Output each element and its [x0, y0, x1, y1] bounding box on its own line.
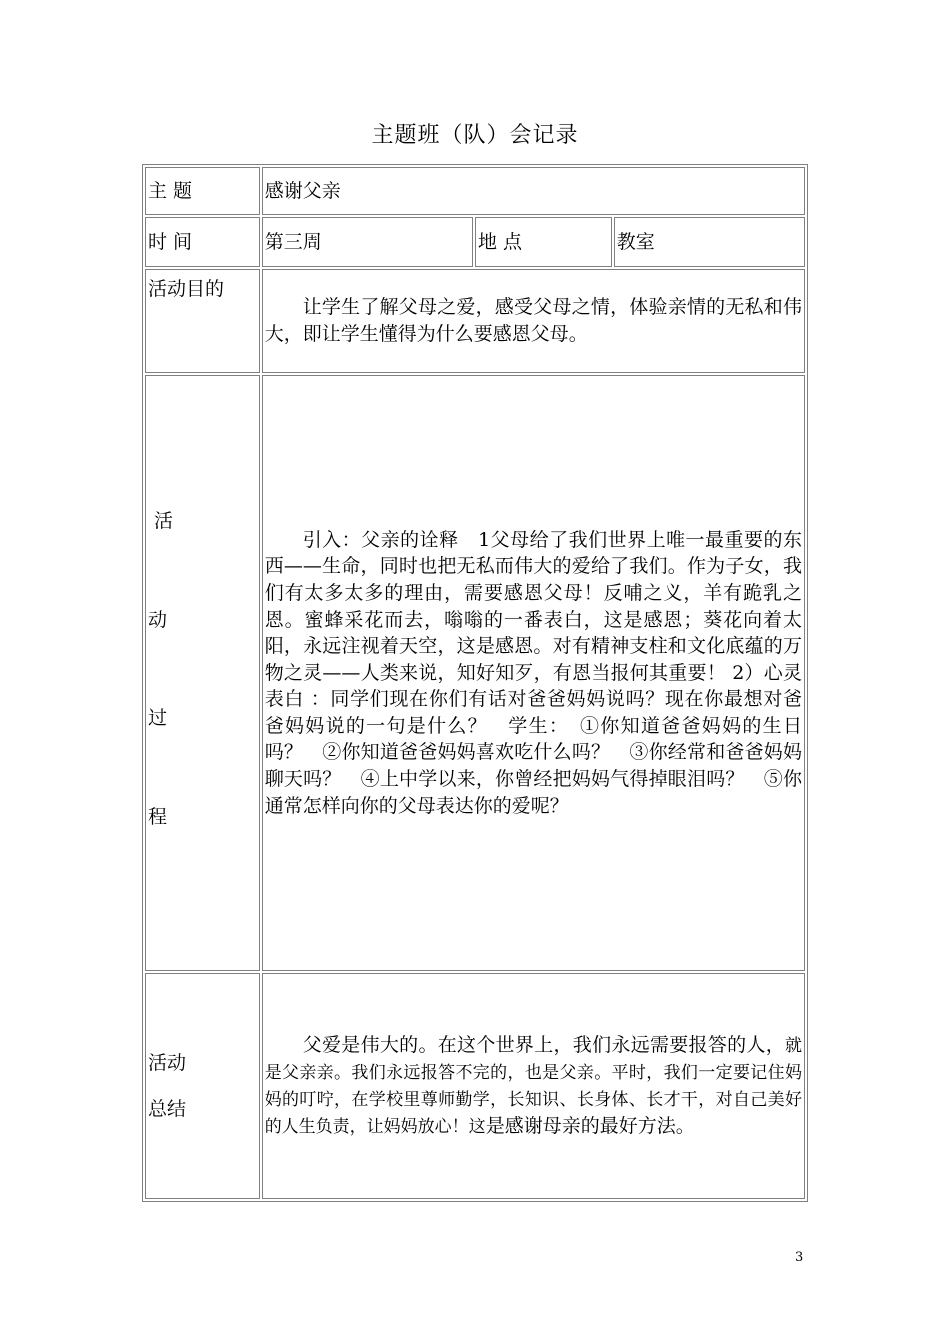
- theme-value: 感谢父亲: [262, 167, 805, 215]
- summary-row: [145, 973, 805, 1199]
- process-label-char: 活: [154, 510, 174, 532]
- goal-label: 活动目的: [145, 269, 260, 373]
- process-label-char: 过: [148, 707, 168, 730]
- summary-text-part: 就是父亲亲。我们永远报答不完的，也是父亲。平时，我们一定要记住妈妈的叮咛，在学校里尊师勤学，长知识、长身体、长才干，对自己美好的人生负责，让妈妈放心！这: [264, 1036, 802, 1137]
- place-value: 教室: [614, 217, 805, 267]
- process-row: [145, 375, 805, 971]
- page-number: 3: [795, 1250, 804, 1265]
- process-label: [145, 375, 260, 971]
- process-label-char: 动: [148, 608, 168, 631]
- time-label: 时 间: [145, 217, 260, 267]
- summary-text-part: 是感谢母亲的最好方法。: [485, 1114, 695, 1137]
- theme-label: 主 题: [145, 167, 260, 215]
- goal-text: 让学生了解父母之爱，感受父母之情，体验亲情的无私和伟大，即让学生懂得为什么要感恩父母。: [262, 269, 805, 373]
- time-value: 第三周: [262, 217, 473, 267]
- process-label-char: 程: [148, 805, 168, 828]
- summary-label-line: 活动: [148, 1052, 187, 1074]
- summary-text-part: 父爱是伟大的。在这个世界上，我们永远需要报答的人，: [302, 1034, 785, 1057]
- theme-row: [145, 167, 805, 215]
- meeting-record-table: [142, 164, 808, 1202]
- goal-row: [145, 269, 805, 373]
- process-text: 引入：父亲的诠释 1父母给了我们世界上唯一最重要的东西——生命，同时也把无私而伟大的爱给了我们。作为子女，我们有太多太多的理由，需要感恩父母！反哺之义，羊有跪乳之恩。蜜蜂采花而去，嗡嗡的一番表白，这是感恩；葵花向着太阳，永远注视着天空，这是感恩。对有精神支柱和文化底蕴的万物之灵——人类来说，知好知歹，有恩当报何其重要！ 2）心灵表白 ：同学们现在你们有话对爸爸妈妈说吗？现在你最想对爸爸妈妈说的一句是什么？ 学生： ①你知道爸爸妈妈的生日吗？ ②你知道爸爸妈妈喜欢吃什么吗？ ③你经常和爸爸妈妈聊天吗？ ④上中学以来，你曾经把妈妈气得掉眼泪吗？ ⑤你通常怎样向你的父母表达你的爱呢？: [262, 375, 805, 971]
- summary-label-line: 总结: [148, 1098, 187, 1120]
- time-row: [145, 217, 805, 267]
- summary-label: [145, 973, 260, 1199]
- place-label: 地 点: [475, 217, 612, 267]
- summary-text: [262, 973, 805, 1199]
- page-title: 主题班（队）会记录: [371, 123, 579, 148]
